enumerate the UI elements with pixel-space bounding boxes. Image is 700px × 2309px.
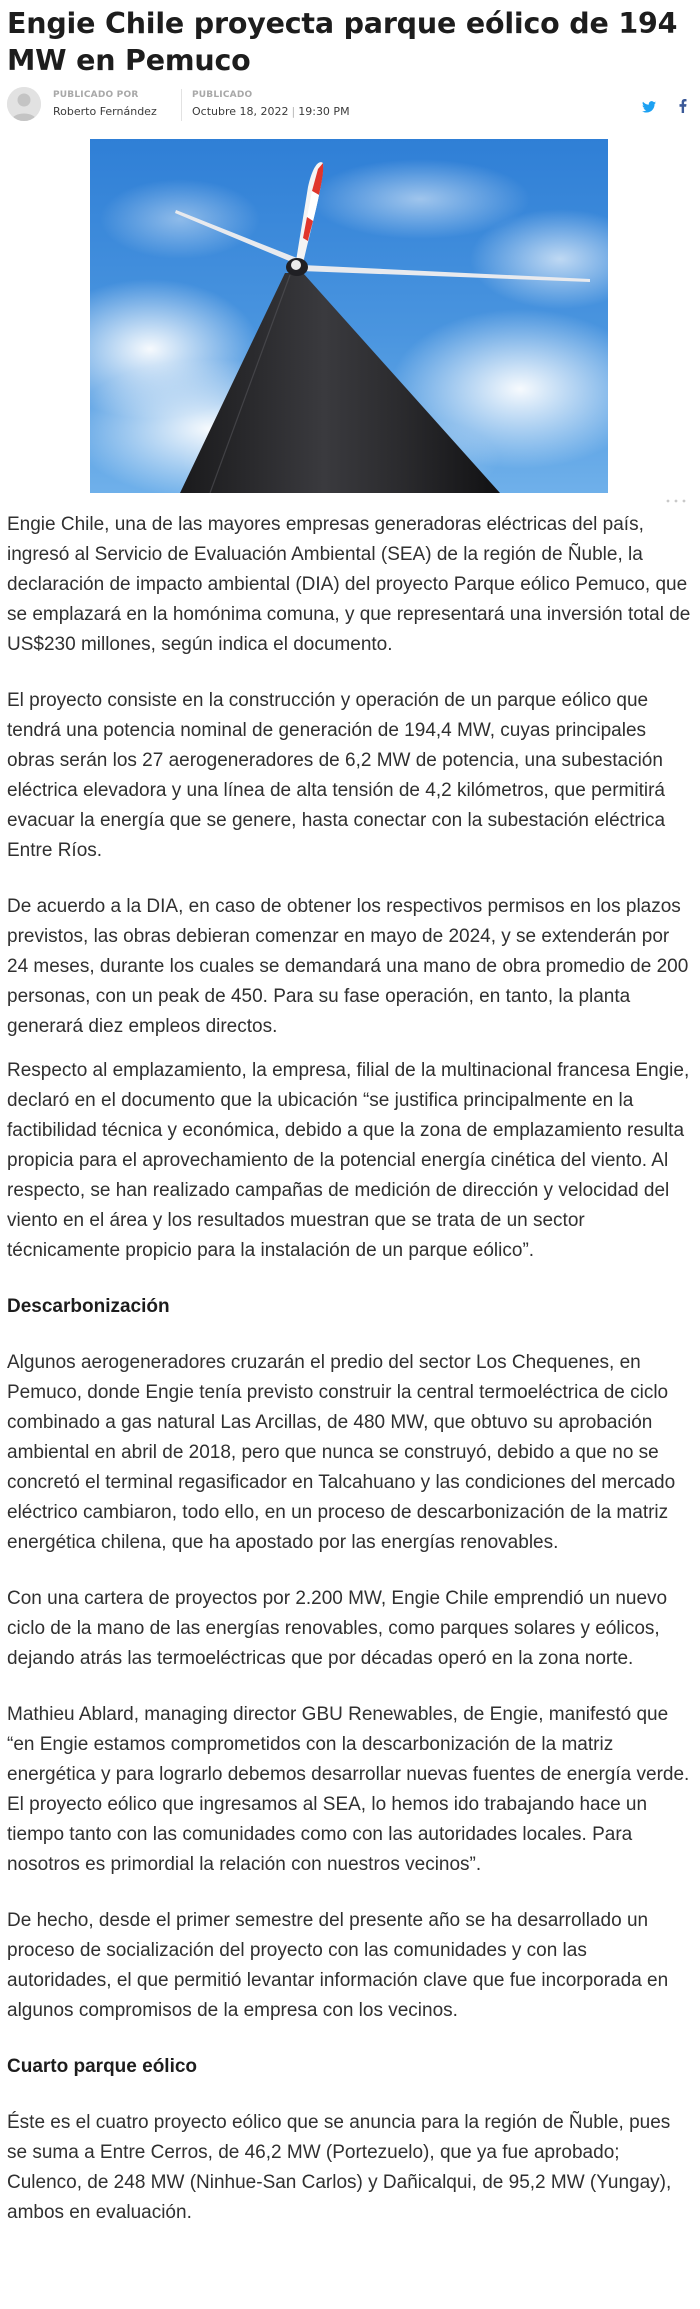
article-body xyxy=(7,510,695,2254)
author-name[interactable]: Roberto Fernández xyxy=(53,105,157,118)
paragraph: Algunos aerogeneradores cruzarán el predio del sector Los Chequenes, en Pemuco, donde Engie tenía previsto construir la central termoeléctrica de ciclo combinado a gas natural Las Arcillas, de 480 MW, que obtuvo su aprobación ambiental en abril de 2018, pero que nunca se construyó, debido a que no se concretó el terminal regasificador en Talcahuano y las condiciones del mercado eléctrico cambiaron, todo ello, en un proceso de descarbonización de la matriz energética chilena, que ha apostado por las energías renovables. xyxy=(7,1352,676,1553)
twitter-icon xyxy=(642,101,656,113)
paragraph: De acuerdo a la DIA, en caso de obtener los respectivos permisos en los plazos previstos, las obras debieran comenzar en mayo de 2024, y se extenderán por 24 meses, durante los cuales se demandará una mano de obra promedio de 200 personas, con un peak de 450. Para su fase operación, en tanto, la planta generará diez empleos directos. xyxy=(7,896,689,1037)
user-placeholder-icon xyxy=(7,87,41,121)
publish-datetime xyxy=(192,103,350,121)
article-meta xyxy=(7,87,693,127)
image-caption-dots xyxy=(664,497,690,505)
date-caption: PUBLICADO xyxy=(192,90,253,100)
paragraph: De hecho, desde el primer semestre del presente año se ha desarrollado un proceso de socialización del proyecto con las comunidades y con las autoridades, el que permitió levantar información clave que fue incorporada en algunos compromisos de la empresa con los vecinos. xyxy=(7,1910,669,2021)
author-block xyxy=(53,89,157,121)
facebook-icon xyxy=(679,99,687,113)
publish-time: 19:30 PM xyxy=(298,105,350,118)
paragraph: Respecto al emplazamiento, la empresa, filial de la multinacional francesa Engie, declaró en el documento que la ubicación “se justifica principalmente en la factibilidad técnica y económica, debido a que la zona de emplazamiento resulta propicia para el aprovechamiento de la potencial energía cinética del viento. Al respecto, se han realizado campañas de medición de dirección y velocidad del viento en el área y los resultados muestran que se trata de un sector técnicamente propicio para la instalación de un parque eólico”. xyxy=(7,1060,690,1261)
paragraph: El proyecto consiste en la construcción y operación de un parque eólico que tendrá una potencia nominal de generación de 194,4 MW, cuyas principales obras serán los 27 aerogeneradores de 6,2 MW de potencia, una subestación eléctrica elevadora y una línea de alta tensión de 4,2 kilómetros, que permitirá evacuar la energía que se genere, hasta conectar con la subestación eléctrica Entre Ríos. xyxy=(7,690,666,861)
hero-image xyxy=(90,139,608,493)
twitter-share-button[interactable] xyxy=(642,98,656,117)
section-heading: Cuarto parque eólico xyxy=(7,2056,198,2077)
paragraph: Mathieu Ablard, managing director GBU Renewables, de Engie, manifestó que “en Engie estamos comprometidos con la descarbonización de la matriz energética y para lograrlo debemos desarrollar nuevas fuentes de energía verde. El proyecto eólico que ingresamos al SEA, lo hemos ido trabajando hace un tiempo tanto con las comunidades como con las autoridades locales. Para nosotros es primordial la relación con nuestros vecinos”. xyxy=(7,1704,690,1875)
publish-date: Octubre 18, 2022 xyxy=(192,105,289,118)
author-caption: PUBLICADO POR xyxy=(53,90,139,100)
section-heading: Descarbonización xyxy=(7,1296,170,1317)
date-separator: | xyxy=(291,105,296,118)
date-block xyxy=(181,89,350,121)
avatar[interactable] xyxy=(7,87,41,121)
paragraph: Éste es el cuatro proyecto eólico que se anuncia para la región de Ñuble, pues se suma a Entre Cerros, de 46,2 MW (Portezuelo), que ya fue aprobado; Culenco, de 248 MW (Ninhue-San Carlos) y Dañicalqui, de 95,2 MW (Yungay), ambos en evaluación. xyxy=(7,2112,672,2223)
wind-turbine-photo xyxy=(90,139,608,493)
article-title: Engie Chile proyecta parque eólico de 194 MW en Pemuco xyxy=(7,7,678,77)
paragraph: Engie Chile, una de las mayores empresas generadoras eléctricas del país, ingresó al Servicio de Evaluación Ambiental (SEA) de la región de Ñuble, la declaración de impacto ambiental (DIA) del proyecto Parque eólico Pemuco, que se emplazará en la homónima comuna, y que representará una inversión total de US$230 millones, según indica el documento. xyxy=(7,514,691,655)
share-buttons xyxy=(624,97,687,117)
facebook-share-button[interactable] xyxy=(679,98,687,117)
paragraph: Con una cartera de proyectos por 2.200 MW, Engie Chile emprendió un nuevo ciclo de la mano de las energías renovables, como parques solares y eólicos, dejando atrás las termoeléctricas que por décadas operó en la zona norte. xyxy=(7,1588,668,1669)
